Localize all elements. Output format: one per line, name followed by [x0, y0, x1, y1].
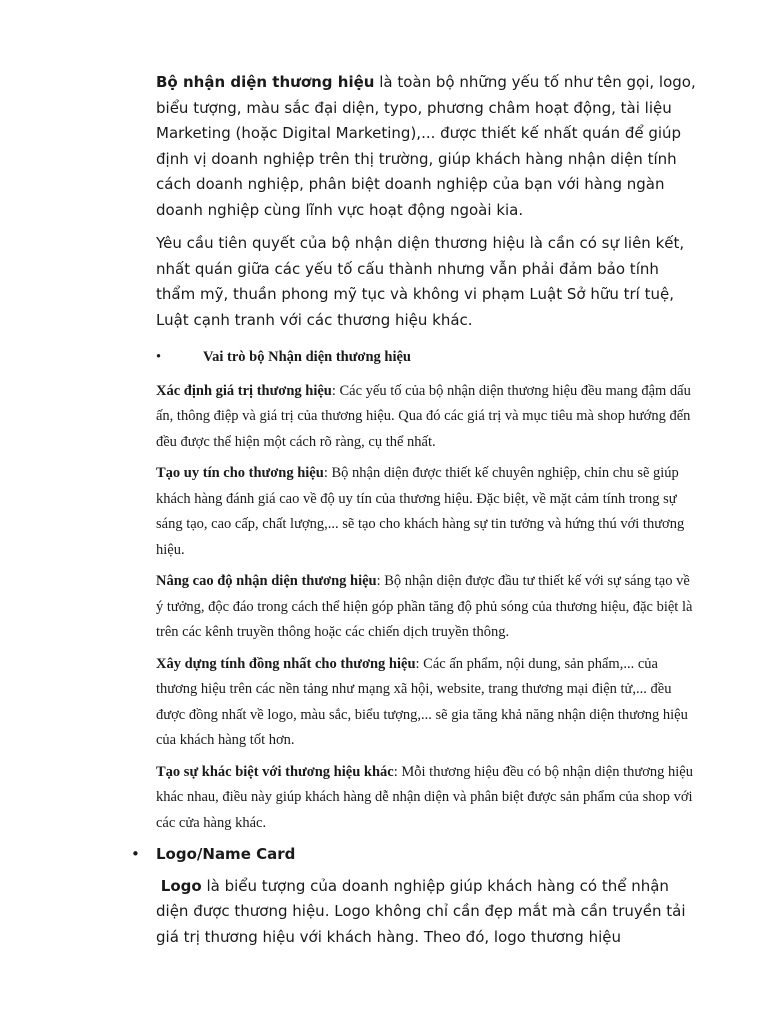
role-paragraph: [156, 760, 696, 837]
role-paragraph: [156, 379, 696, 456]
role-term: Tạo uy tín cho thương hiệu: [156, 465, 324, 481]
roles-heading: [156, 345, 696, 371]
intro-term: Bộ nhận diện thương hiệu: [156, 73, 375, 91]
logo-heading: [131, 842, 696, 868]
logo-term: Logo: [160, 876, 202, 895]
logo-heading-text: Logo/Name Card: [156, 845, 296, 863]
requirement-paragraph: Yêu cầu tiên quyết của bộ nhận diện thương hiệu là cần có sự liên kết, nhất quán giữa các yếu tố cấu thành nhưng vẫn phải đảm bảo tính thẩm mỹ, thuần phong mỹ tục và không vi phạm Luật Sở hữu trí tuệ, Luật cạnh tranh với các thương hiệu khác.: [156, 234, 685, 329]
role-term: Tạo sự khác biệt với thương hiệu khác: [156, 763, 394, 780]
roles-heading-text: Vai trò bộ Nhận diện thương hiệu: [203, 349, 411, 365]
role-paragraph: [156, 461, 696, 563]
role-paragraph: [156, 569, 696, 646]
role-text: : Các ấn phẩm, nội dung, sản phẩm,... của thương hiệu trên các nền tảng như mạng xã hội, website, trang thương mại điện tử,... đều được đồng nhất về logo, màu sắc, biểu tượng,... sẽ gia tăng khả năng nhận diện thương hiệu của khách hàng tốt hơn.: [156, 655, 688, 748]
role-text: : Mỗi thương hiệu đều có bộ nhận diện thương hiệu khác nhau, điều này giúp khách hàng dễ nhận diện và phân biệt được sản phẩm của shop với các cửa hàng khác.: [156, 763, 693, 831]
role-term: Xác định giá trị thương hiệu: [156, 382, 332, 399]
intro-paragraph: [156, 70, 696, 223]
role-text: : Các yếu tố của bộ nhận diện thương hiệu đều mang đậm dấu ấn, thông điệp và giá trị của thương hiệu. Qua đó các giá trị và mục tiêu mà shop hướng đến đều được thể hiện một cách rõ ràng, cụ thể nhất.: [156, 382, 691, 450]
bullet-icon: •: [131, 845, 140, 863]
role-paragraph: [156, 652, 696, 754]
logo-text: là biểu tượng của doanh nghiệp giúp khách hàng có thể nhận diện được thương hiệu. Logo không chỉ cần đẹp mắt mà cần truyền tải giá trị thương hiệu với khách hàng. Theo đó, logo thương hiệu: [156, 876, 686, 946]
logo-paragraph: [156, 874, 696, 951]
role-text: : Bộ nhận diện được thiết kế chuyên nghiệp, chỉn chu sẽ giúp khách hàng đánh giá cao về độ uy tín của thương hiệu. Đặc biệt, về mặt cảm tính trong sự sáng tạo, cao cấp, chất lượng,... sẽ tạo cho khách hàng sự tin tưởng và hứng thú với thương hiệu.: [156, 465, 685, 558]
document-page: [131, 70, 696, 950]
role-term: Xây dựng tính đồng nhất cho thương hiệu: [156, 655, 416, 672]
role-text: : Bộ nhận diện được đầu tư thiết kế với sự sáng tạo về ý tưởng, độc đáo trong cách thể hiện góp phần tăng độ phủ sóng của thương hiệu, đặc biệt là trên các kênh truyền thông hoặc các chiến dịch truyền thông.: [156, 573, 693, 640]
intro-text: là toàn bộ những yếu tố như tên gọi, logo, biểu tượng, màu sắc đại diện, typo, phương châm hoạt động, tài liệu Marketing (hoặc Digital Marketing),... được thiết kế nhất quán để giúp định vị doanh nghiệp trên thị trường, giúp khách hàng nhận diện tính cách doanh nghiệp, phân biệt doanh nghiệp của bạn với hàng ngàn doanh nghiệp cùng lĩnh vực hoạt động ngoài kia.: [156, 73, 696, 219]
role-term: Nâng cao độ nhận diện thương hiệu: [156, 573, 377, 589]
bullet-icon: •: [156, 349, 162, 365]
